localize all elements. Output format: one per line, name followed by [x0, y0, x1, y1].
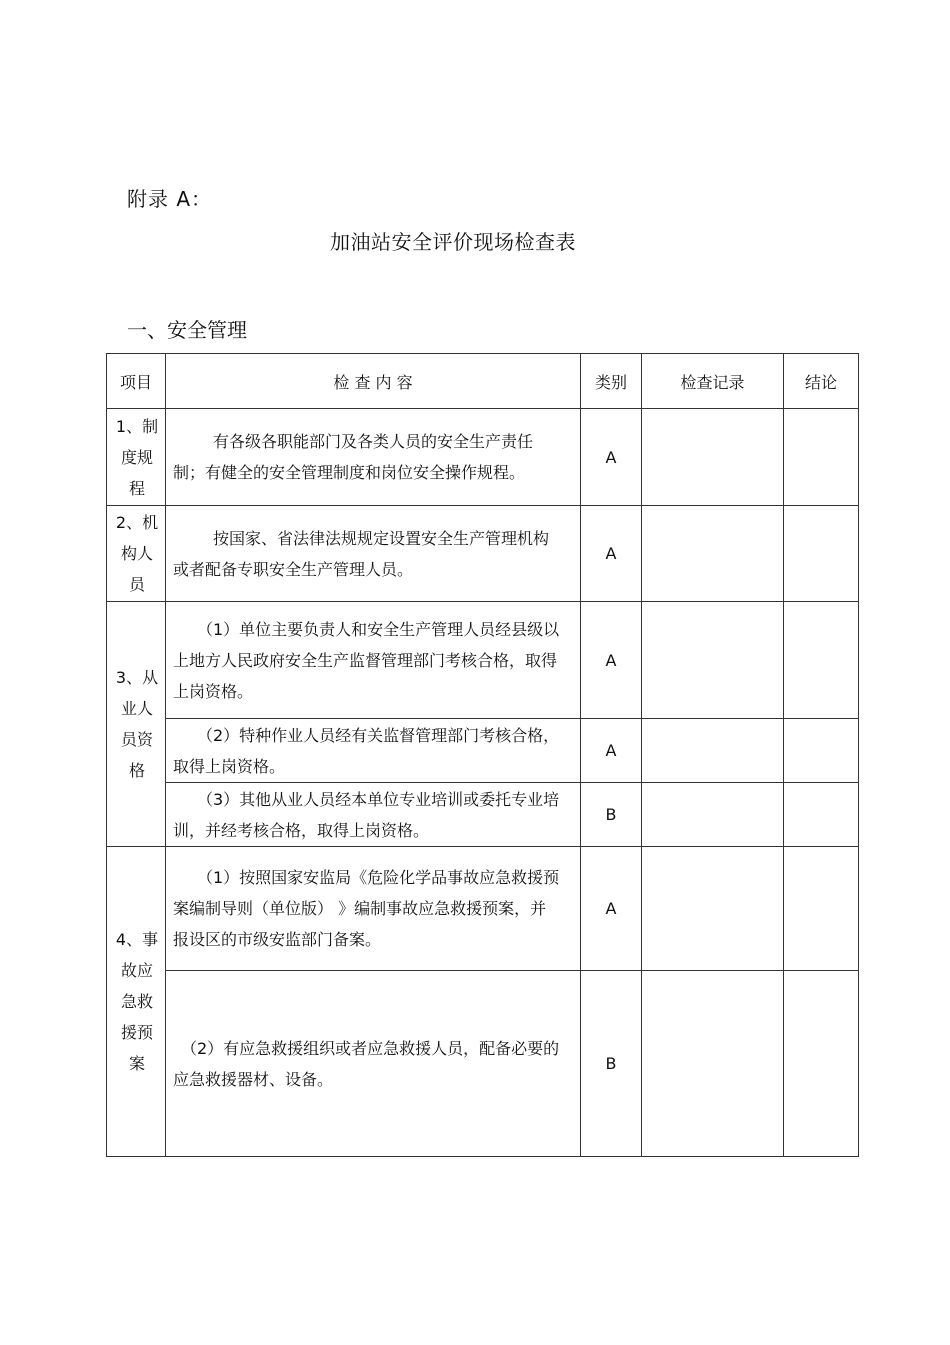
record-cell[interactable] [642, 719, 784, 783]
appendix-label: 附录 A： [127, 187, 213, 211]
conclusion-cell[interactable] [784, 602, 859, 719]
category-cell: A [581, 847, 642, 971]
record-cell[interactable] [642, 602, 784, 719]
content-cell: （1）按照国家安监局《危险化学品事故应急救援预案编制导则（单位版） 》编制事故应急救援预案，并报设区的市级安监部门备案。 [166, 847, 581, 971]
conclusion-cell[interactable] [784, 409, 859, 506]
conclusion-cell[interactable] [784, 719, 859, 783]
item-cell: 4、事故应急救援预案 [107, 847, 166, 1157]
category-cell: B [581, 783, 642, 847]
table-row [107, 719, 859, 783]
section-heading: 一、安全管理 [127, 318, 247, 342]
record-cell[interactable] [642, 506, 784, 602]
category-cell: A [581, 506, 642, 602]
table-row [107, 971, 859, 1157]
conclusion-cell[interactable] [784, 783, 859, 847]
conclusion-cell[interactable] [784, 506, 859, 602]
record-cell[interactable] [642, 847, 784, 971]
item-cell: 1、制度规程 [107, 409, 166, 506]
conclusion-cell[interactable] [784, 971, 859, 1157]
inspection-table [106, 353, 859, 1157]
content-cell: 有各级各职能部门及各类人员的安全生产责任制；有健全的安全管理制度和岗位安全操作规程。 [166, 409, 581, 506]
content-cell: （2）有应急救援组织或者应急救援人员，配备必要的应急救援器材、设备。 [166, 971, 581, 1157]
conclusion-cell[interactable] [784, 847, 859, 971]
table-row [107, 847, 859, 971]
record-cell[interactable] [642, 783, 784, 847]
content-cell: （3）其他从业人员经本单位专业培训或委托专业培训，并经考核合格，取得上岗资格。 [166, 783, 581, 847]
item-cell: 2、机构人员 [107, 506, 166, 602]
table-row [107, 506, 859, 602]
category-cell: B [581, 971, 642, 1157]
document-title: 加油站安全评价现场检查表 [330, 230, 576, 254]
category-cell: A [581, 719, 642, 783]
record-cell[interactable] [642, 409, 784, 506]
content-cell: 按国家、省法律法规规定设置安全生产管理机构或者配备专职安全生产管理人员。 [166, 506, 581, 602]
header-conclusion: 结论 [784, 354, 859, 409]
header-item: 项目 [107, 354, 166, 409]
content-cell: （1）单位主要负责人和安全生产管理人员经县级以上地方人民政府安全生产监督管理部门考核合格，取得上岗资格。 [166, 602, 581, 719]
header-content: 检 查 内 容 [166, 354, 581, 409]
table-row [107, 409, 859, 506]
record-cell[interactable] [642, 971, 784, 1157]
table-row [107, 783, 859, 847]
header-record: 检查记录 [642, 354, 784, 409]
header-category: 类别 [581, 354, 642, 409]
category-cell: A [581, 602, 642, 719]
table-header-row [107, 354, 859, 409]
content-cell: （2）特种作业人员经有关监督管理部门考核合格，取得上岗资格。 [166, 719, 581, 783]
category-cell: A [581, 409, 642, 506]
item-cell: 3、从业人员资格 [107, 602, 166, 847]
table-row [107, 602, 859, 719]
